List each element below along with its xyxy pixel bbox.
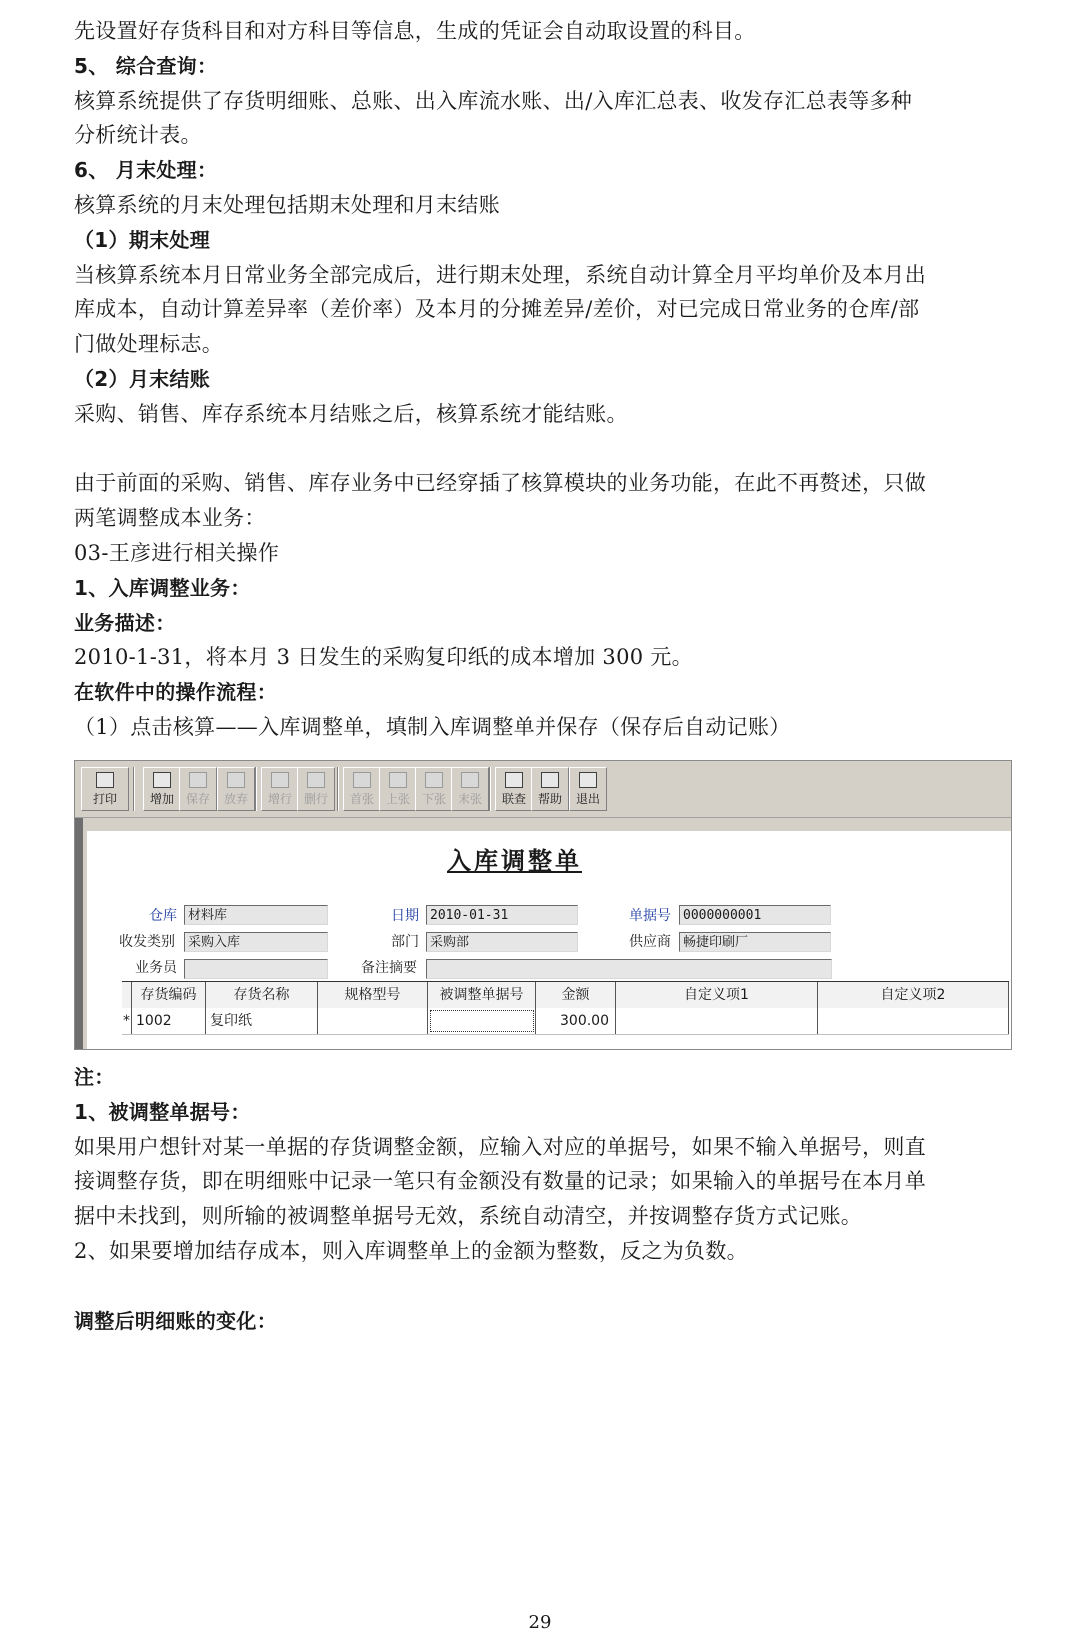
grid-header — [122, 981, 1009, 1009]
save-icon — [189, 772, 207, 788]
toolbar-button-label: 首张 — [349, 792, 374, 806]
document-body-notes — [74, 1060, 1014, 1338]
paragraph-9: 门做处理标志。 — [74, 332, 224, 357]
paragraph-17: 业务描述： — [74, 610, 176, 635]
toolbar-button-prev[interactable] — [379, 767, 417, 811]
first-icon — [353, 772, 371, 788]
toolbar-button-label: 保存 — [185, 792, 210, 806]
table-cell-marker: * — [122, 1008, 132, 1034]
table-cell-name[interactable]: 复印纸 — [206, 1008, 318, 1034]
category-label: 收发类别 — [119, 934, 175, 950]
exit-icon — [579, 772, 597, 788]
dept-field[interactable]: 采购部 — [426, 932, 578, 952]
toolbar-button-label: 帮助 — [537, 792, 562, 806]
toolbar-button-first[interactable] — [343, 767, 381, 811]
paragraph-4: 6、 月末处理： — [74, 158, 218, 183]
printer-icon — [96, 772, 114, 788]
toolbar-button-discard[interactable] — [217, 767, 255, 811]
table-cell-spec[interactable] — [318, 1008, 428, 1034]
toolbar-button-label: 联查 — [501, 792, 526, 806]
docno-field[interactable]: 0000000001 — [679, 905, 831, 925]
paragraph-1: 5、 综合查询： — [74, 53, 218, 78]
paragraph-5: 核算系统的月末处理包括期末处理和月末结账 — [74, 192, 500, 217]
clerk-field[interactable] — [184, 959, 328, 979]
memo-label: 备注摘要 — [361, 960, 417, 976]
table-cell-custom2[interactable] — [818, 1008, 1009, 1034]
paragraph-8: 库成本，自动计算差异率（差价率）及本月的分摊差异/差价，对已完成日常业务的仓库/部 — [74, 297, 920, 322]
table-cell-custom1[interactable] — [616, 1008, 818, 1034]
toolbar-button-next[interactable] — [415, 767, 453, 811]
paragraph-12 — [74, 432, 1014, 467]
toolbar-button-label: 删行 — [303, 792, 328, 806]
warehouse-field[interactable]: 材料库 — [184, 905, 328, 925]
paragraph-7: 当核算系统本月日常业务全部完成后，进行期末处理，系统自动计算全月平均单价及本月出 — [74, 262, 926, 287]
toolbar-button-add-doc[interactable] — [143, 767, 181, 811]
table-row[interactable] — [122, 1008, 1009, 1035]
paragraph-14: 两笔调整成本业务： — [74, 506, 266, 531]
grid-column-header[interactable]: 自定义项2 — [818, 982, 1009, 1008]
link-query-icon — [505, 772, 523, 788]
toolbar-button-delete-row[interactable] — [297, 767, 335, 811]
note-3: 接调整存货，即在明细账中记录一笔只有金额没有数量的记录；如果输入的单据号在本月单 — [74, 1169, 926, 1194]
grid-corner — [122, 982, 132, 1008]
software-screenshot — [74, 760, 1012, 1050]
date-field[interactable]: 2010-01-31 — [426, 905, 578, 925]
discard-icon — [227, 772, 245, 788]
supplier-label: 供应商 — [629, 934, 671, 950]
paragraph-13: 由于前面的采购、销售、库存业务中已经穿插了核算模块的业务功能，在此不再赘述，只做 — [74, 471, 926, 496]
clerk-label: 业务员 — [135, 960, 177, 976]
paragraph-16: 1、入库调整业务： — [74, 575, 251, 600]
toolbar-button-last[interactable] — [451, 767, 489, 811]
toolbar-button-printer[interactable] — [81, 767, 129, 811]
docno-label: 单据号 — [629, 908, 671, 924]
paragraph-20: （1）点击核算——入库调整单，填制入库调整单并保存（保存后自动记账） — [74, 714, 791, 739]
document-body — [74, 14, 1014, 745]
note-4: 据中未找到，则所输的被调整单据号无效，系统自动清空，并按调整存货方式记账。 — [74, 1204, 863, 1229]
paragraph-2: 核算系统提供了存货明细账、总账、出入库流水账、出/入库汇总表、收发存汇总表等多种 — [74, 88, 913, 113]
grid-column-header[interactable]: 金额 — [536, 982, 616, 1008]
note-0: 注： — [74, 1065, 115, 1089]
page-number: 29 — [528, 1612, 552, 1633]
toolbar-button-label: 下张 — [421, 792, 446, 806]
table-cell-code[interactable]: 1002 — [132, 1008, 206, 1034]
toolbar-separator — [337, 767, 339, 811]
toolbar-button-label: 增行 — [267, 792, 292, 806]
paragraph-15: 03-王彦进行相关操作 — [74, 540, 280, 565]
toolbar-separator — [489, 767, 491, 811]
note-5: 2、如果要增加结存成本，则入库调整单上的金额为整数，反之为负数。 — [74, 1238, 748, 1263]
left-edge-bar — [75, 818, 83, 1049]
date-label: 日期 — [391, 908, 419, 924]
toolbar-button-save[interactable] — [179, 767, 217, 811]
paragraph-11: 采购、销售、库存系统本月结账之后，核算系统才能结账。 — [74, 401, 628, 426]
supplier-field[interactable]: 畅捷印刷厂 — [679, 932, 831, 952]
note-1: 1、被调整单据号： — [74, 1099, 251, 1124]
paragraph-10: （2）月末结账 — [74, 366, 211, 391]
toolbar-button-link-query[interactable] — [495, 767, 533, 811]
note-2: 如果用户想针对某一单据的存货调整金额，应输入对应的单据号，如果不输入单据号，则直 — [74, 1134, 926, 1159]
dept-label: 部门 — [391, 934, 419, 950]
toolbar-button-label: 增加 — [149, 792, 174, 806]
paragraph-18: 2010-1-31，将本月 3 日发生的采购复印纸的成本增加 300 元。 — [74, 645, 693, 670]
help-icon — [541, 772, 559, 788]
toolbar-button-label: 上张 — [385, 792, 410, 806]
category-field[interactable]: 采购入库 — [184, 932, 328, 952]
toolbar-button-label: 放弃 — [223, 792, 248, 806]
warehouse-label: 仓库 — [149, 908, 177, 924]
grid-column-header[interactable]: 存货编码 — [132, 982, 206, 1008]
paragraph-3: 分析统计表。 — [74, 123, 202, 148]
toolbar-button-label: 打印 — [92, 792, 117, 806]
grid-column-header[interactable]: 被调整单据号 — [428, 982, 536, 1008]
paragraph-block-notes — [74, 1060, 1014, 1338]
next-icon — [425, 772, 443, 788]
toolbar — [75, 761, 1011, 818]
paragraph-block-top — [74, 14, 1014, 745]
toolbar-button-help[interactable] — [531, 767, 569, 811]
toolbar-separator — [255, 767, 257, 811]
last-icon — [461, 772, 479, 788]
note-6 — [74, 1269, 1014, 1304]
paragraph-6: （1）期末处理 — [74, 227, 211, 252]
toolbar-button-label: 退出 — [575, 792, 600, 806]
memo-field[interactable] — [426, 959, 832, 979]
toolbar-button-exit[interactable] — [569, 767, 607, 811]
add-row-icon — [271, 772, 289, 788]
table-cell-amount[interactable]: 300.00 — [536, 1008, 616, 1034]
grid-column-header[interactable]: 自定义项1 — [616, 982, 818, 1008]
toolbar-button-add-row[interactable] — [261, 767, 299, 811]
prev-icon — [389, 772, 407, 788]
paragraph-19: 在软件中的操作流程： — [74, 680, 277, 705]
add-doc-icon — [153, 772, 171, 788]
grid-column-header[interactable]: 存货名称 — [206, 982, 318, 1008]
note-7: 调整后明细账的变化： — [74, 1308, 277, 1333]
delete-row-icon — [307, 772, 325, 788]
paragraph-0: 先设置好存货科目和对方科目等信息，生成的凭证会自动取设置的科目。 — [74, 19, 756, 43]
table-cell-ref-doc[interactable] — [428, 1008, 536, 1034]
grid-column-header[interactable]: 规格型号 — [318, 982, 428, 1008]
form-title: 入库调整单 — [447, 846, 582, 875]
toolbar-separator — [133, 767, 135, 811]
toolbar-button-label: 末张 — [457, 792, 482, 806]
